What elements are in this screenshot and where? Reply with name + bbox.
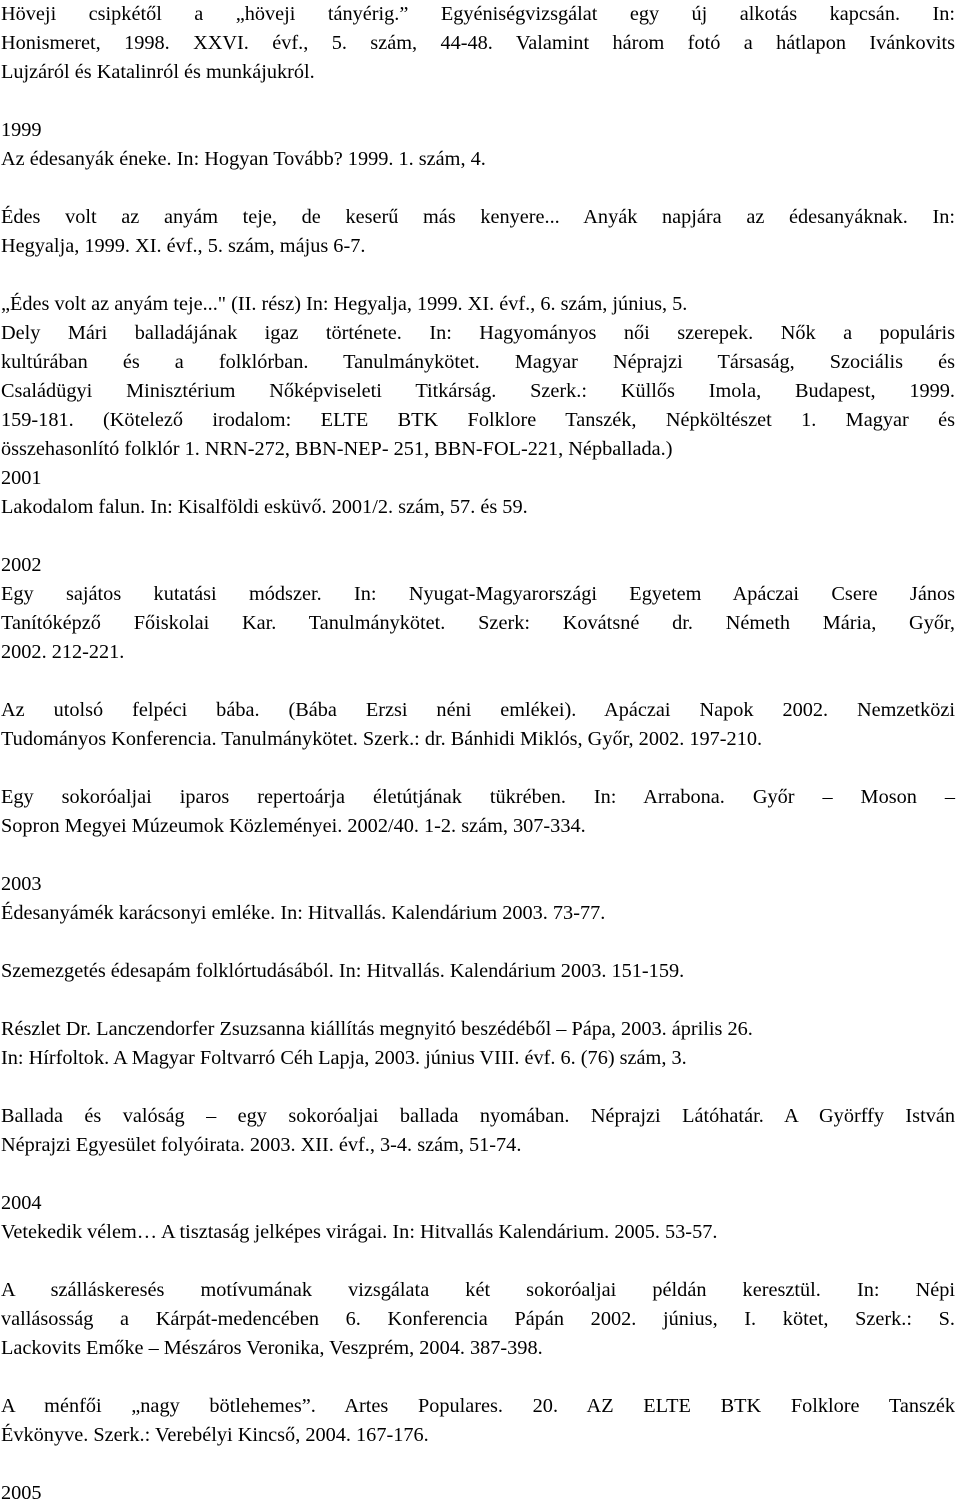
bibliography-line: 159-181. (Kötelező irodalom: ELTE BTK Folklore Tanszék, Népköltészet 1. Magyar és [1,409,955,431]
bibliography-line: A ménfői „nagy bötlehemes”. Artes Populares. 20. AZ ELTE BTK Folklore Tanszék [1,1395,955,1417]
bibliography-line: összehasonlító folklór 1. NRN-272, BBN-NEP- 251, BBN-FOL-221, Népballada.) [1,438,673,460]
year-heading: 2001 [1,467,42,489]
bibliography-line: A szálláskeresés motívumának vizsgálata két sokoróaljai példán keresztül. In: Népi [1,1279,955,1301]
year-heading: 2005 [1,1482,42,1504]
bibliography-line: Édes volt az anyám teje, de keserű más kenyere... Anyák napjára az édesanyáknak. In: [1,206,955,228]
bibliography-line: Dely Mári balladájának igaz története. In: Hagyományos női szerepek. Nők a populáris [1,322,955,344]
bibliography-line: Lakodalom falun. In: Kisalföldi esküvő. 2001/2. szám, 57. és 59. [1,496,528,518]
bibliography-line: Néprajzi Egyesület folyóirata. 2003. XII. évf., 3-4. szám, 51-74. [1,1134,522,1156]
bibliography-line: Családügyi Minisztérium Nőképviseleti Titkárság. Szerk.: Küllős Imola, Budapest, 1999. [1,380,955,402]
year-heading: 2002 [1,554,42,576]
bibliography-line: Tanítóképző Főiskolai Kar. Tanulmánykötet. Szerk: Kovátsné dr. Németh Mária, Győr, [1,612,955,634]
bibliography-line: Évkönyve. Szerk.: Verebélyi Kincső, 2004. 167-176. [1,1424,429,1446]
bibliography-line: Hegyalja, 1999. XI. évf., 5. szám, május 6-7. [1,235,366,257]
bibliography-line: 2002. 212-221. [1,641,125,663]
bibliography-line: Höveji csipkétől a „höveji tányérig.” Egyéniségvizsgálat egy új alkotás kapcsán. In: [1,3,955,25]
bibliography-line: Ballada és valóság – egy sokoróaljai ballada nyomában. Néprajzi Látóhatár. A Györffy István [1,1105,955,1127]
bibliography-line: Lujzáról és Katalinról és munkájukról. [1,61,315,83]
bibliography-line: Tudományos Konferencia. Tanulmánykötet. Szerk.: dr. Bánhidi Miklós, Győr, 2002. 197-210. [1,728,763,750]
bibliography-line: „Édes volt az anyám teje..." (II. rész) In: Hegyalja, 1999. XI. évf., 6. szám, június, 5. [1,293,688,315]
bibliography-line: kultúrában és a folklórban. Tanulmánykötet. Magyar Néprajzi Társaság, Szociális és [1,351,955,373]
bibliography-line: In: Hírfoltok. A Magyar Foltvarró Céh Lapja, 2003. június VIII. évf. 6. (76) szám, 3. [1,1047,687,1069]
year-heading: 2004 [1,1192,42,1214]
bibliography-line: Lackovits Emőke – Mészáros Veronika, Veszprém, 2004. 387-398. [1,1337,543,1359]
year-heading: 2003 [1,873,42,895]
year-heading: 1999 [1,119,42,141]
bibliography-line: Honismeret, 1998. XXVI. évf., 5. szám, 44-48. Valamint három fotó a hátlapon Ivánkovits [1,32,955,54]
bibliography-line: vallásosság a Kárpát-medencében 6. Konferencia Pápán 2002. június, I. kötet, Szerk.: S. [1,1308,955,1330]
bibliography-line: Szemezgetés édesapám folklórtudásából. In: Hitvallás. Kalendárium 2003. 151-159. [1,960,685,982]
bibliography-line: Vetekedik vélem… A tisztaság jelképes virágai. In: Hitvallás Kalendárium. 2005. 53-57. [1,1221,718,1243]
bibliography-line: Egy sokoróaljai iparos repertoárja életútjának tükrében. In: Arrabona. Győr – Moson – [1,786,955,808]
bibliography-line: Részlet Dr. Lanczendorfer Zsuzsanna kiállítás megnyitó beszédéből – Pápa, 2003. április 26. [1,1018,753,1040]
bibliography-line: Édesanyámék karácsonyi emléke. In: Hitvallás. Kalendárium 2003. 73-77. [1,902,606,924]
bibliography-line: Sopron Megyei Múzeumok Közleményei. 2002/40. 1-2. szám, 307-334. [1,815,586,837]
bibliography-line: Egy sajátos kutatási módszer. In: Nyugat-Magyarországi Egyetem Apáczai Csere János [1,583,955,605]
bibliography-line: Az édesanyák éneke. In: Hogyan Tovább? 1999. 1. szám, 4. [1,148,486,170]
bibliography-line: Az utolsó felpéci bába. (Bába Erzsi néni emlékei). Apáczai Napok 2002. Nemzetközi [1,699,955,721]
